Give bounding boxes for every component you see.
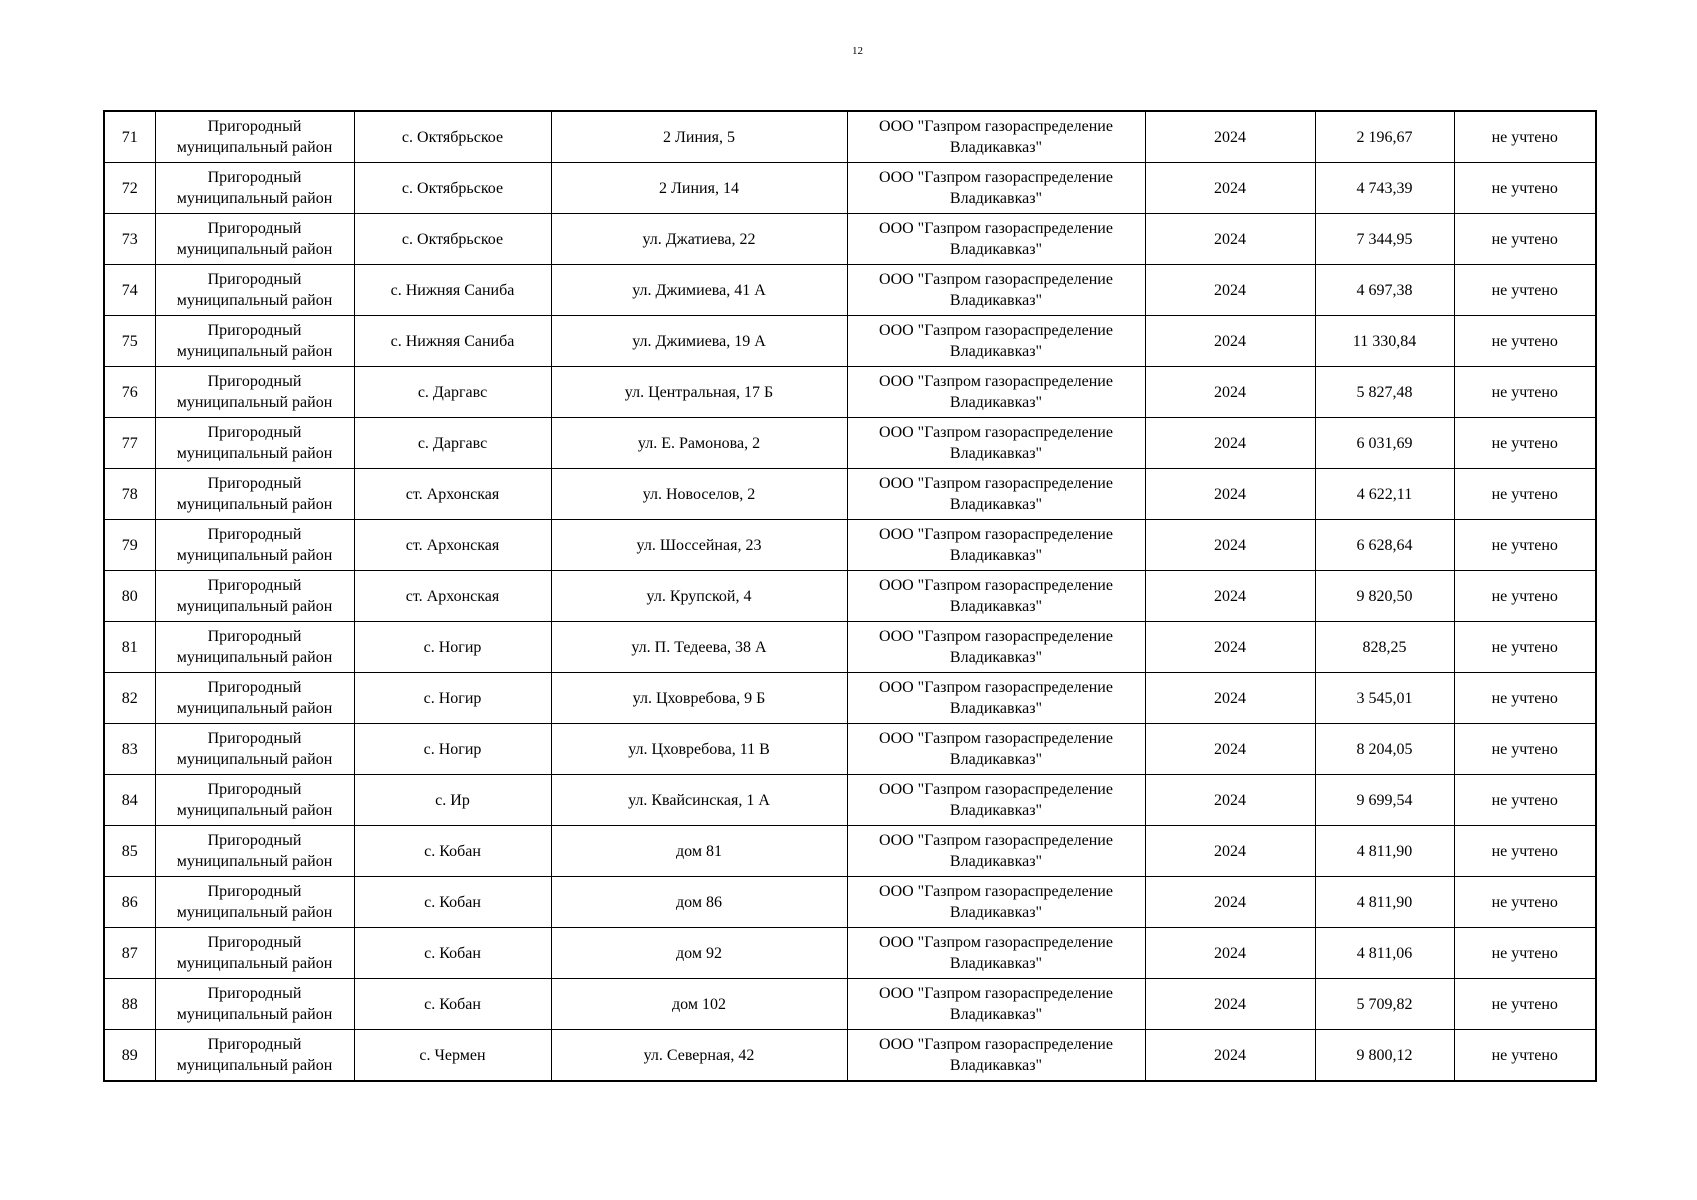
cell-district-line: Пригородный (207, 424, 302, 441)
cell-district-line: муниципальный район (176, 751, 333, 768)
cell-settlement: с. Кобан (354, 877, 551, 928)
cell-status: не учтено (1454, 826, 1596, 877)
table-row (104, 979, 1596, 1030)
cell-organization-line: Владикавказ" (949, 1006, 1043, 1023)
cell-address: ул. Новоселов, 2 (551, 469, 847, 520)
cell-year: 2024 (1145, 316, 1315, 367)
cell-settlement: с. Даргавс (354, 418, 551, 469)
cell-address: ул. Джимиева, 41 А (551, 265, 847, 316)
cell-organization-line: ООО "Газпром газораспределение (879, 577, 1113, 594)
cell-settlement: с. Нижняя Саниба (354, 316, 551, 367)
cell-organization (847, 979, 1145, 1030)
cell-district (155, 877, 354, 928)
cell-number: 84 (104, 775, 155, 826)
cell-organization-line: Владикавказ" (949, 751, 1043, 768)
cell-address: дом 92 (551, 928, 847, 979)
cell-district-line: Пригородный (207, 883, 302, 900)
cell-organization (847, 877, 1145, 928)
table-row (104, 571, 1596, 622)
cell-settlement: ст. Архонская (354, 469, 551, 520)
cell-organization-line: ООО "Газпром газораспределение (879, 271, 1113, 288)
cell-district-line: Пригородный (207, 628, 302, 645)
cell-district-line: Пригородный (207, 169, 302, 186)
cell-district-line: муниципальный район (176, 496, 333, 513)
cell-number: 71 (104, 111, 155, 163)
cell-status: не учтено (1454, 265, 1596, 316)
cell-organization-line: ООО "Газпром газораспределение (879, 220, 1113, 237)
cell-organization (847, 265, 1145, 316)
cell-amount: 5 827,48 (1315, 367, 1454, 418)
cell-organization (847, 367, 1145, 418)
cell-district-line: муниципальный район (176, 649, 333, 666)
cell-year: 2024 (1145, 877, 1315, 928)
cell-number: 77 (104, 418, 155, 469)
cell-organization (847, 111, 1145, 163)
cell-organization-line: ООО "Газпром газораспределение (879, 373, 1113, 390)
cell-organization-line: Владикавказ" (949, 802, 1043, 819)
cell-organization-line: Владикавказ" (949, 190, 1043, 207)
cell-district-line: Пригородный (207, 373, 302, 390)
cell-settlement: с. Октябрьское (354, 214, 551, 265)
cell-organization (847, 214, 1145, 265)
cell-district-line: Пригородный (207, 1036, 302, 1053)
cell-address: дом 81 (551, 826, 847, 877)
cell-number: 79 (104, 520, 155, 571)
cell-number: 78 (104, 469, 155, 520)
cell-address: ул. Джимиева, 19 А (551, 316, 847, 367)
cell-amount: 9 800,12 (1315, 1030, 1454, 1082)
cell-number: 88 (104, 979, 155, 1030)
cell-district-line: муниципальный район (176, 700, 333, 717)
cell-organization-line: ООО "Газпром газораспределение (879, 883, 1113, 900)
cell-number: 85 (104, 826, 155, 877)
table-row (104, 265, 1596, 316)
table-row (104, 163, 1596, 214)
cell-number: 76 (104, 367, 155, 418)
cell-organization-line: Владикавказ" (949, 241, 1043, 258)
cell-district (155, 367, 354, 418)
cell-address: дом 102 (551, 979, 847, 1030)
cell-district-line: муниципальный район (176, 1057, 333, 1074)
cell-district (155, 622, 354, 673)
cell-organization-line: ООО "Газпром газораспределение (879, 934, 1113, 951)
table-row (104, 775, 1596, 826)
cell-district-line: Пригородный (207, 322, 302, 339)
cell-organization-line: ООО "Газпром газораспределение (879, 781, 1113, 798)
cell-organization-line: Владикавказ" (949, 139, 1043, 156)
cell-number: 74 (104, 265, 155, 316)
cell-status: не учтено (1454, 316, 1596, 367)
cell-status: не учтено (1454, 724, 1596, 775)
cell-settlement: с. Ногир (354, 724, 551, 775)
cell-organization-line: ООО "Газпром газораспределение (879, 628, 1113, 645)
cell-organization (847, 316, 1145, 367)
cell-amount: 5 709,82 (1315, 979, 1454, 1030)
cell-district (155, 520, 354, 571)
cell-district-line: Пригородный (207, 730, 302, 747)
cell-settlement: ст. Архонская (354, 571, 551, 622)
cell-district (155, 1030, 354, 1082)
cell-organization-line: ООО "Газпром газораспределение (879, 730, 1113, 747)
cell-organization (847, 622, 1145, 673)
cell-district-line: муниципальный район (176, 598, 333, 615)
cell-number: 86 (104, 877, 155, 928)
cell-year: 2024 (1145, 979, 1315, 1030)
gas-connection-table (103, 110, 1597, 1082)
cell-district (155, 826, 354, 877)
cell-address: ул. Крупской, 4 (551, 571, 847, 622)
cell-status: не учтено (1454, 163, 1596, 214)
cell-district (155, 979, 354, 1030)
cell-organization-line: Владикавказ" (949, 1057, 1043, 1074)
cell-organization (847, 520, 1145, 571)
table-row (104, 673, 1596, 724)
cell-organization-line: Владикавказ" (949, 343, 1043, 360)
cell-address: ул. Цховребова, 11 В (551, 724, 847, 775)
cell-district-line: Пригородный (207, 271, 302, 288)
cell-district (155, 265, 354, 316)
cell-status: не учтено (1454, 673, 1596, 724)
cell-year: 2024 (1145, 418, 1315, 469)
cell-settlement: с. Кобан (354, 928, 551, 979)
cell-organization-line: ООО "Газпром газораспределение (879, 322, 1113, 339)
cell-district-line: Пригородный (207, 832, 302, 849)
cell-organization-line: Владикавказ" (949, 496, 1043, 513)
cell-settlement: с. Кобан (354, 826, 551, 877)
cell-amount: 3 545,01 (1315, 673, 1454, 724)
cell-amount: 2 196,67 (1315, 111, 1454, 163)
cell-number: 87 (104, 928, 155, 979)
cell-district (155, 111, 354, 163)
cell-address: ул. Северная, 42 (551, 1030, 847, 1082)
cell-district-line: муниципальный район (176, 139, 333, 156)
table-row (104, 928, 1596, 979)
cell-district (155, 928, 354, 979)
cell-number: 73 (104, 214, 155, 265)
cell-amount: 8 204,05 (1315, 724, 1454, 775)
cell-amount: 7 344,95 (1315, 214, 1454, 265)
table-row (104, 214, 1596, 265)
cell-organization-line: ООО "Газпром газораспределение (879, 118, 1113, 135)
cell-organization-line: ООО "Газпром газораспределение (879, 526, 1113, 543)
cell-district (155, 469, 354, 520)
cell-year: 2024 (1145, 520, 1315, 571)
table-row (104, 1030, 1596, 1082)
cell-number: 72 (104, 163, 155, 214)
cell-address: ул. Джатиева, 22 (551, 214, 847, 265)
cell-district-line: муниципальный район (176, 343, 333, 360)
cell-organization-line: Владикавказ" (949, 547, 1043, 564)
cell-address: ул. Цховребова, 9 Б (551, 673, 847, 724)
cell-district-line: муниципальный район (176, 394, 333, 411)
cell-number: 81 (104, 622, 155, 673)
table-row (104, 877, 1596, 928)
cell-organization-line: Владикавказ" (949, 445, 1043, 462)
cell-district-line: муниципальный район (176, 853, 333, 870)
cell-organization-line: Владикавказ" (949, 853, 1043, 870)
cell-amount: 4 811,06 (1315, 928, 1454, 979)
cell-organization-line: ООО "Газпром газораспределение (879, 679, 1113, 696)
cell-district-line: Пригородный (207, 220, 302, 237)
cell-district-line: Пригородный (207, 475, 302, 492)
cell-year: 2024 (1145, 622, 1315, 673)
cell-number: 83 (104, 724, 155, 775)
cell-year: 2024 (1145, 163, 1315, 214)
cell-status: не учтено (1454, 622, 1596, 673)
cell-district-line: муниципальный район (176, 547, 333, 564)
cell-organization-line: ООО "Газпром газораспределение (879, 169, 1113, 186)
cell-year: 2024 (1145, 469, 1315, 520)
cell-number: 80 (104, 571, 155, 622)
cell-organization-line: Владикавказ" (949, 700, 1043, 717)
cell-district-line: Пригородный (207, 985, 302, 1002)
cell-amount: 4 811,90 (1315, 877, 1454, 928)
cell-status: не учтено (1454, 367, 1596, 418)
cell-organization (847, 571, 1145, 622)
cell-status: не учтено (1454, 571, 1596, 622)
cell-status: не учтено (1454, 418, 1596, 469)
cell-district (155, 571, 354, 622)
table-body (104, 111, 1596, 1081)
cell-number: 82 (104, 673, 155, 724)
cell-district-line: Пригородный (207, 577, 302, 594)
cell-address: ул. Центральная, 17 Б (551, 367, 847, 418)
cell-settlement: ст. Архонская (354, 520, 551, 571)
cell-settlement: с. Октябрьское (354, 163, 551, 214)
cell-district-line: муниципальный район (176, 1006, 333, 1023)
cell-status: не учтено (1454, 928, 1596, 979)
cell-organization-line: ООО "Газпром газораспределение (879, 832, 1113, 849)
cell-amount: 4 697,38 (1315, 265, 1454, 316)
cell-organization-line: ООО "Газпром газораспределение (879, 1036, 1113, 1053)
cell-address: ул. Квайсинская, 1 А (551, 775, 847, 826)
cell-organization (847, 418, 1145, 469)
cell-amount: 9 820,50 (1315, 571, 1454, 622)
table-row (104, 724, 1596, 775)
cell-status: не учтено (1454, 877, 1596, 928)
cell-district (155, 724, 354, 775)
cell-organization-line: Владикавказ" (949, 649, 1043, 666)
cell-year: 2024 (1145, 214, 1315, 265)
cell-status: не учтено (1454, 775, 1596, 826)
cell-amount: 6 031,69 (1315, 418, 1454, 469)
cell-amount: 828,25 (1315, 622, 1454, 673)
cell-district-line: Пригородный (207, 781, 302, 798)
table-row (104, 111, 1596, 163)
cell-year: 2024 (1145, 724, 1315, 775)
cell-year: 2024 (1145, 1030, 1315, 1082)
page-number: 12 (852, 45, 863, 57)
cell-amount: 9 699,54 (1315, 775, 1454, 826)
cell-settlement: с. Ногир (354, 622, 551, 673)
cell-address: дом 86 (551, 877, 847, 928)
cell-organization-line: ООО "Газпром газораспределение (879, 985, 1113, 1002)
cell-status: не учтено (1454, 979, 1596, 1030)
cell-amount: 4 811,90 (1315, 826, 1454, 877)
cell-district-line: Пригородный (207, 679, 302, 696)
cell-settlement: с. Даргавс (354, 367, 551, 418)
cell-number: 89 (104, 1030, 155, 1082)
cell-address: 2 Линия, 14 (551, 163, 847, 214)
cell-district-line: Пригородный (207, 934, 302, 951)
cell-organization (847, 775, 1145, 826)
cell-organization (847, 724, 1145, 775)
table-row (104, 520, 1596, 571)
cell-address: 2 Линия, 5 (551, 111, 847, 163)
cell-organization (847, 469, 1145, 520)
cell-organization (847, 163, 1145, 214)
cell-district (155, 163, 354, 214)
cell-status: не учтено (1454, 1030, 1596, 1082)
cell-organization-line: Владикавказ" (949, 904, 1043, 921)
cell-settlement: с. Нижняя Саниба (354, 265, 551, 316)
cell-district-line: муниципальный район (176, 292, 333, 309)
table-row (104, 418, 1596, 469)
cell-year: 2024 (1145, 928, 1315, 979)
table-row (104, 469, 1596, 520)
cell-settlement: с. Ир (354, 775, 551, 826)
cell-year: 2024 (1145, 673, 1315, 724)
cell-year: 2024 (1145, 775, 1315, 826)
cell-address: ул. Е. Рамонова, 2 (551, 418, 847, 469)
cell-status: не учтено (1454, 214, 1596, 265)
cell-settlement: с. Кобан (354, 979, 551, 1030)
cell-address: ул. Шоссейная, 23 (551, 520, 847, 571)
cell-organization (847, 928, 1145, 979)
cell-year: 2024 (1145, 826, 1315, 877)
cell-amount: 6 628,64 (1315, 520, 1454, 571)
cell-amount: 4 743,39 (1315, 163, 1454, 214)
cell-district-line: муниципальный район (176, 904, 333, 921)
cell-organization-line: ООО "Газпром газораспределение (879, 424, 1113, 441)
cell-address: ул. П. Тедеева, 38 А (551, 622, 847, 673)
cell-status: не учтено (1454, 111, 1596, 163)
cell-district (155, 673, 354, 724)
cell-organization-line: Владикавказ" (949, 955, 1043, 972)
cell-settlement: с. Ногир (354, 673, 551, 724)
cell-district-line: муниципальный район (176, 445, 333, 462)
cell-organization-line: Владикавказ" (949, 292, 1043, 309)
cell-organization (847, 826, 1145, 877)
cell-district-line: муниципальный район (176, 190, 333, 207)
cell-district-line: муниципальный район (176, 241, 333, 258)
cell-district-line: Пригородный (207, 526, 302, 543)
cell-organization-line: Владикавказ" (949, 394, 1043, 411)
cell-number: 75 (104, 316, 155, 367)
cell-organization (847, 673, 1145, 724)
cell-settlement: с. Чермен (354, 1030, 551, 1082)
cell-district-line: Пригородный (207, 118, 302, 135)
cell-district (155, 418, 354, 469)
table-row (104, 367, 1596, 418)
table-row (104, 316, 1596, 367)
cell-status: не учтено (1454, 469, 1596, 520)
cell-organization (847, 1030, 1145, 1082)
cell-district (155, 316, 354, 367)
table-row (104, 826, 1596, 877)
cell-year: 2024 (1145, 571, 1315, 622)
table-row (104, 622, 1596, 673)
cell-settlement: с. Октябрьское (354, 111, 551, 163)
cell-amount: 4 622,11 (1315, 469, 1454, 520)
cell-district (155, 775, 354, 826)
cell-year: 2024 (1145, 111, 1315, 163)
cell-district-line: муниципальный район (176, 802, 333, 819)
cell-year: 2024 (1145, 265, 1315, 316)
cell-organization-line: ООО "Газпром газораспределение (879, 475, 1113, 492)
cell-organization-line: Владикавказ" (949, 598, 1043, 615)
cell-district (155, 214, 354, 265)
cell-status: не учтено (1454, 520, 1596, 571)
cell-amount: 11 330,84 (1315, 316, 1454, 367)
cell-year: 2024 (1145, 367, 1315, 418)
cell-district-line: муниципальный район (176, 955, 333, 972)
